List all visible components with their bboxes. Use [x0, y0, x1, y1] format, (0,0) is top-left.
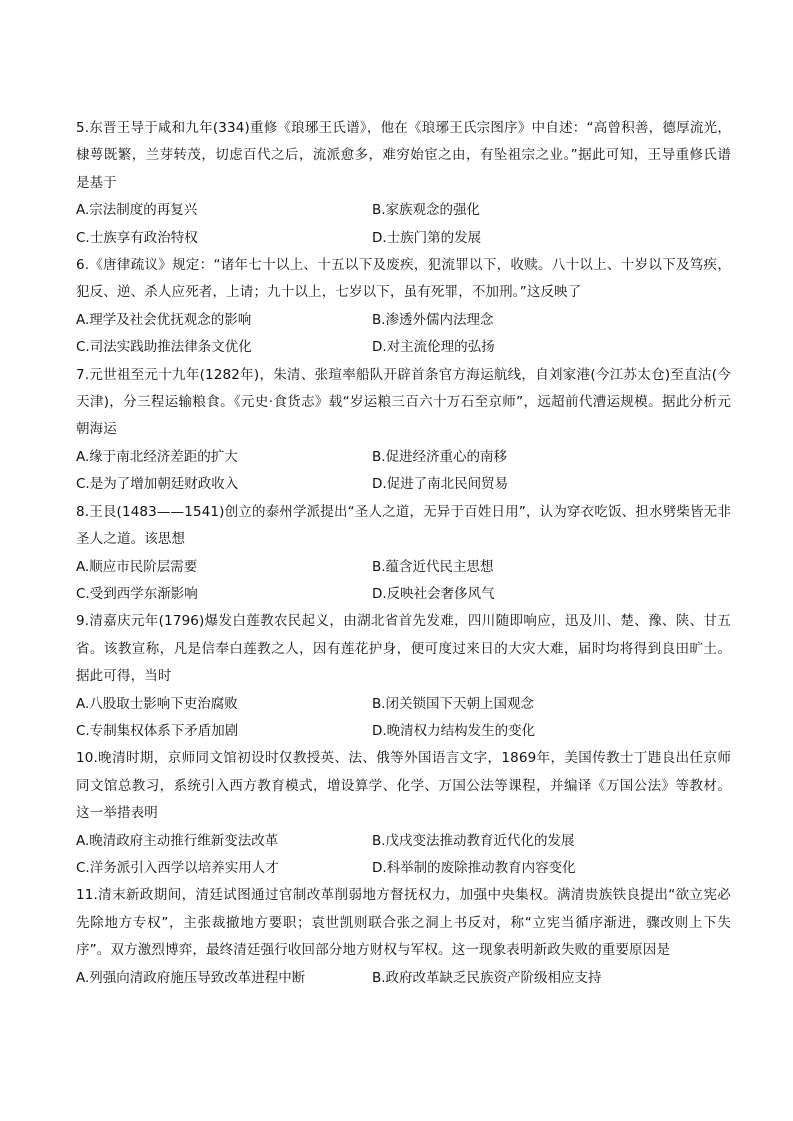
option-b: B.渗透外儒内法理念 — [372, 311, 494, 328]
answer-options — [76, 554, 731, 609]
option-d: D.对主流伦理的弘扬 — [372, 339, 495, 356]
answer-options — [76, 444, 731, 499]
question-6 — [76, 252, 731, 362]
option-b: B.促进经济重心的南移 — [372, 448, 508, 465]
question-stem: 5.东晋王导于咸和九年(334)重修《琅琊王氏谱》，他在《琅琊王氏宗图序》中自述：“高曾积善，德厚流光，棣萼既繁，兰芽转茂，切虑百代之后，流派愈多，难穷始宦之由，有坠祖宗之业。”据此可知，王导重修氏谱是基于 — [76, 120, 731, 191]
answer-options — [76, 197, 731, 252]
question-stem: 10.晚清时期，京师同文馆初设时仅教授英、法、俄等外国语言文字，1869年，美国传教士丁韪良出任京师同文馆总教习，系统引入西方教育模式，增设算学、化学、万国公法等课程，并编译《万国公法》等教材。这一举措表明 — [76, 750, 731, 822]
option-b: B.闭关锁国下天朝上国观念 — [372, 695, 535, 712]
question-stem: 6.《唐律疏议》规定：“诸年七十以上、十五以下及废疾，犯流罪以下，收赎。八十以上、十岁以下及笃疾，犯反、逆、杀人应死者，上请；九十以上，七岁以下，虽有死罪，不加刑。”这反映了 — [76, 257, 731, 301]
option-a: A.晚清政府主动推行维新变法改革 — [76, 832, 279, 849]
question-5 — [76, 115, 731, 252]
question-stem: 7.元世祖至元十九年(1282年)，朱清、张瑄率船队开辟首条官方海运航线，自刘家港(今江苏太仓)至直沽(今天津)，分三程运输粮食。《元史·食货志》载“岁运粮三百六十万石至京师”，远超前代漕运规模。据此分析元朝海运 — [76, 366, 731, 438]
option-c: C.士族享有政治特权 — [76, 229, 198, 246]
option-c: C.司法实践助推法律条文优化 — [76, 339, 252, 356]
option-b: B.戊戌变法推动教育近代化的发展 — [372, 832, 575, 849]
question-10 — [76, 745, 731, 882]
option-c: C.专制集权体系下矛盾加剧 — [76, 722, 239, 739]
question-stem: 8.王艮(1483——1541)创立的泰州学派提出“圣人之道，无异于百姓日用”，认为穿衣吃饭、担水劈柴皆无非圣人之道。该思想 — [76, 503, 731, 548]
option-d: D.士族门第的发展 — [372, 229, 482, 246]
question-7 — [76, 362, 731, 499]
answer-options — [76, 307, 731, 362]
question-8 — [76, 499, 731, 609]
option-a: A.缘于南北经济差距的扩大 — [76, 448, 238, 465]
answer-options — [76, 691, 731, 746]
option-a: A.顺应市民阶层需要 — [76, 558, 198, 575]
option-c: C.是为了增加朝廷财政收入 — [76, 476, 239, 493]
question-11 — [76, 882, 731, 992]
option-a: A.列强向清政府施压导致改革进程中断 — [76, 969, 306, 986]
option-c: C.洋务派引入西学以培养实用人才 — [76, 859, 279, 876]
option-a: A.八股取士影响下吏治腐败 — [76, 695, 238, 712]
option-d: D.反映社会奢侈风气 — [372, 585, 495, 602]
option-b: B.蕴含近代民主思想 — [372, 558, 494, 575]
answer-options — [76, 828, 731, 883]
option-d: D.晚清权力结构发生的变化 — [372, 722, 536, 739]
option-b: B.政府改革缺乏民族资产阶级相应支持 — [372, 969, 602, 986]
question-9 — [76, 608, 731, 745]
option-c: C.受到西学东渐影响 — [76, 585, 198, 602]
option-d: D.促进了南北民间贸易 — [372, 476, 509, 493]
question-stem: 9.清嘉庆元年(1796)爆发白莲教农民起义，由湖北省首先发难，四川随即响应，迅及川、楚、豫、陕、甘五省。该教宣称，凡是信奉白莲教之人，因有莲花护身，便可度过来日的大灾大难，届时均将得到良田旷土。据此可得，当时 — [76, 613, 731, 685]
question-stem: 11.清末新政期间，清廷试图通过官制改革削弱地方督抚权力，加强中央集权。满清贵族铁良提出“欲立宪必先除地方专权”，主张裁撤地方要职；袁世凯则联合张之洞上书反对，称“立宪当循序渐进，骤改则上下失序”。双方激烈博弈，最终清廷强行收回部分地方财权与军权。这一现象表明新政失败的重要原因是 — [76, 887, 731, 959]
option-b: B.家族观念的强化 — [372, 202, 481, 219]
option-a: A.宗法制度的再复兴 — [76, 202, 198, 219]
option-a: A.理学及社会优抚观念的影响 — [76, 311, 252, 328]
option-d: D.科举制的废除推动教育内容变化 — [372, 859, 576, 876]
answer-options — [76, 965, 731, 992]
